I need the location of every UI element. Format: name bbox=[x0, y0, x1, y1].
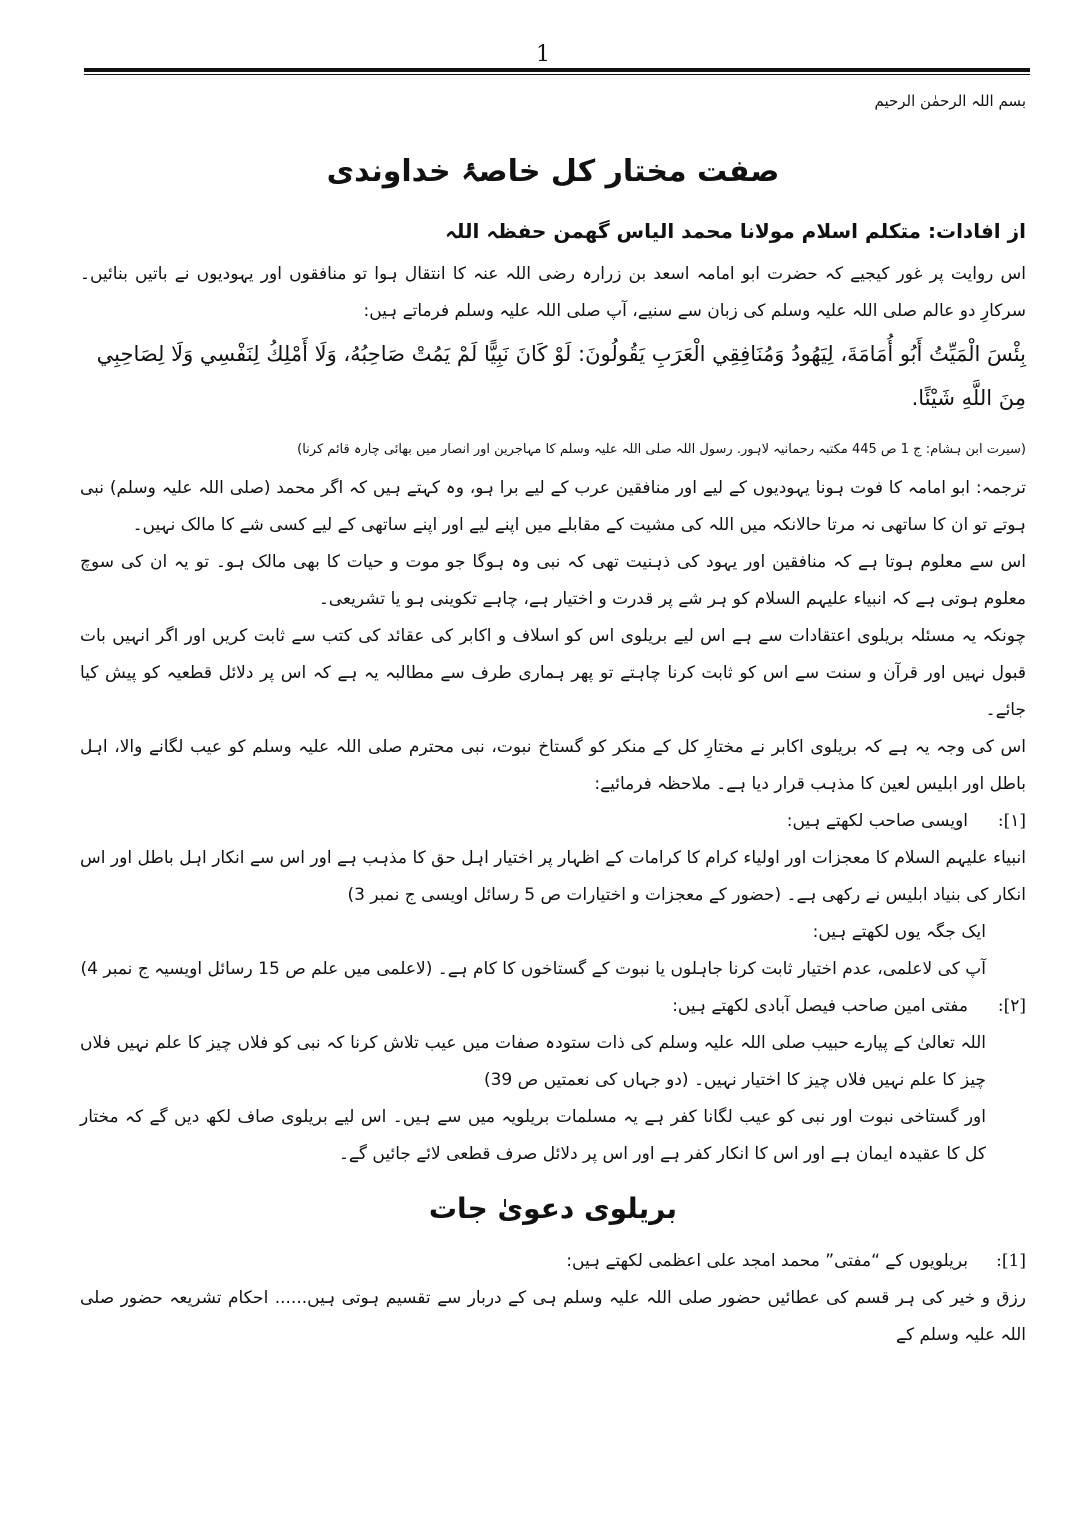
header-rule bbox=[84, 68, 1030, 72]
item-3-label: بریلویوں کے “مفتی” محمد امجد علی اعظمی لکھتے ہیں: bbox=[566, 1251, 968, 1271]
item-2-number: [۲]: bbox=[997, 996, 1026, 1016]
item-1-number: [۱]: bbox=[997, 811, 1026, 831]
paragraph-intro: اس روایت پر غور کیجیے کہ حضرت ابو امامہ اسعد بن زرارہ رضی اللہ عنہ کا انتقال ہوا تو منافقوں اور یہودیوں نے باتیں بنائیں۔ سرکارِ دو عالم صلی اللہ علیہ وسلم کی زبان سے سنیے، آپ صلی اللہ علیہ وسلم فرماتے ہیں: bbox=[80, 264, 1026, 321]
item-1-sub-text: آپ کی لاعلمی، عدم اختیار ثابت کرنا جاہلوں یا نبوت کے گستاخوں کا کام ہے۔ (لاعلمی میں علم ص 15 رسائل اویسیہ ج نمبر 4) bbox=[80, 959, 986, 979]
page-content bbox=[80, 84, 1026, 1354]
section-title: بریلوی دعویٰ جات bbox=[428, 1192, 678, 1225]
hadith-reference: (سیرت ابن ہشام: ج 1 ص 445 مکتبہ رحمانیہ لاہور. رسول اللہ صلی اللہ علیہ وسلم کا مہاجرین اور انصار میں بھائی چارہ قائم کرنا) bbox=[297, 442, 1026, 457]
item-1-sub-label: ایک جگہ یوں لکھتے ہیں: bbox=[812, 922, 986, 942]
paragraph-5: اور گستاخی نبوت اور نبی کو عیب لگانا کفر ہے یہ مسلمات بریلویہ میں سے ہیں۔ اس لیے بریلوی صاف لکھ دیں گے کہ مختار کل کا عقیدہ ایمان ہے اور اس کا انکار کفر ہے اور اس پر دلائل صرف قطعی لائے جائیں گے۔ bbox=[80, 1107, 986, 1164]
bismillah: بسم اللہ الرحمٰن الرحیم bbox=[874, 92, 1026, 110]
item-1-heading bbox=[80, 803, 1026, 840]
item-3-number: [1]: bbox=[996, 1251, 1026, 1271]
arabic-hadith: بِئْسَ الْمَيِّتُ أَبُو أُمَامَةَ، لِيَهُودُ وَمُنَافِقِي الْعَرَبِ يَقُولُونَ: لَوْ كَانَ نَبِيًّا لَمْ يَمُتْ صَاحِبُهُ، وَلَا أَمْلِكُ لِنَفْسِي وَلَا لِصَاحِبِي مِنَ اللَّهِ شَيْئًا. bbox=[96, 342, 1026, 410]
header-rule-thin bbox=[84, 74, 1030, 75]
paragraph-3: چونکہ یہ مسئلہ بریلوی اعتقادات سے ہے اس لیے بریلوی اس کو اسلاف و اکابر کی عقائد کی کتب سے ثابت کریں اور اگر انہیں بات قبول نہیں اور قرآن و سنت سے اس کو ثابت کرنا چاہتے تو پھر ہماری طرف سے مطالبہ یہ ہے کہ اس پر دلائل قطعیہ کو پیش کیا جائے۔ bbox=[80, 626, 1026, 720]
item-3-text: رزق و خیر کی ہر قسم کی عطائیں حضور صلی اللہ علیہ وسلم ہی کے دربار سے تقسیم ہوتی ہیں...... احکام تشریعہ حضور صلی اللہ علیہ وسلم کے bbox=[80, 1288, 1026, 1345]
item-2-heading bbox=[80, 988, 1026, 1025]
item-3-heading bbox=[80, 1243, 1026, 1280]
item-1-label: اویسی صاحب لکھتے ہیں: bbox=[786, 811, 968, 831]
translation: ترجمہ: ابو امامہ کا فوت ہونا یہودیوں کے لیے اور منافقین عرب کے لیے برا ہو، وہ کہتے ہیں کہ اگر محمد (صلی اللہ علیہ وسلم) نبی ہوتے تو ان کا ساتھی نہ مرتا حالانکہ میں اللہ کی مشیت کے مقابلے میں اپنے لیے اور اپنے ساتھی کے لیے کسی شے کا مالک نہیں۔ bbox=[80, 478, 1026, 535]
paragraph-2: اس سے معلوم ہوتا ہے کہ منافقین اور یہود کی ذہنیت تھی کہ نبی وہ ہوگا جو موت و حیات کا بھی مالک ہو۔ تو یہ ان کی سوچ معلوم ہوتی ہے کہ انبیاء علیہم السلام کو ہر شے پر قدرت و اختیار ہے، چاہے تکوینی ہو یا تشریعی۔ bbox=[80, 552, 1026, 609]
item-2-label: مفتی امین صاحب فیصل آبادی لکھتے ہیں: bbox=[672, 996, 968, 1016]
page-title: صفت مختار کل خاصۂ خداوندی bbox=[326, 154, 780, 189]
author-byline: از افادات: متکلم اسلام مولانا محمد الیاس گھمن حفظہ اللہ bbox=[445, 219, 1026, 243]
page-number: 1 bbox=[536, 42, 550, 67]
paragraph-4: اس کی وجہ یہ ہے کہ بریلوی اکابر نے مختارِ کل کے منکر کو گستاخ نبوت، نبی محترم صلی اللہ علیہ وسلم کو عیب لگانے والا، اہل باطل اور ابلیس لعین کا مذہب قرار دیا ہے۔ ملاحظہ فرمائیے: bbox=[80, 737, 1026, 794]
item-2-text: اللہ تعالیٰ کے پیارے حبیب صلی اللہ علیہ وسلم کی ذات ستودہ صفات میں عیب تلاش کرنا کہ نبی کو فلاں چیز کا علم نہیں فلاں چیز کا علم نہیں فلاں چیز کا اختیار نہیں۔ (دو جہاں کی نعمتیں ص 39) bbox=[80, 1033, 986, 1090]
item-1-text: انبیاء علیہم السلام کا معجزات اور اولیاء کرام کا کرامات کے اظہار پر اختیار اہل حق کا مذہب ہے اور اس سے انکار اہل باطل اور اس انکار کی بنیاد ابلیس نے رکھی ہے۔ (حضور کے معجزات و اختیارات ص 5 رسائل اویسی ج نمبر 3) bbox=[80, 848, 1026, 905]
